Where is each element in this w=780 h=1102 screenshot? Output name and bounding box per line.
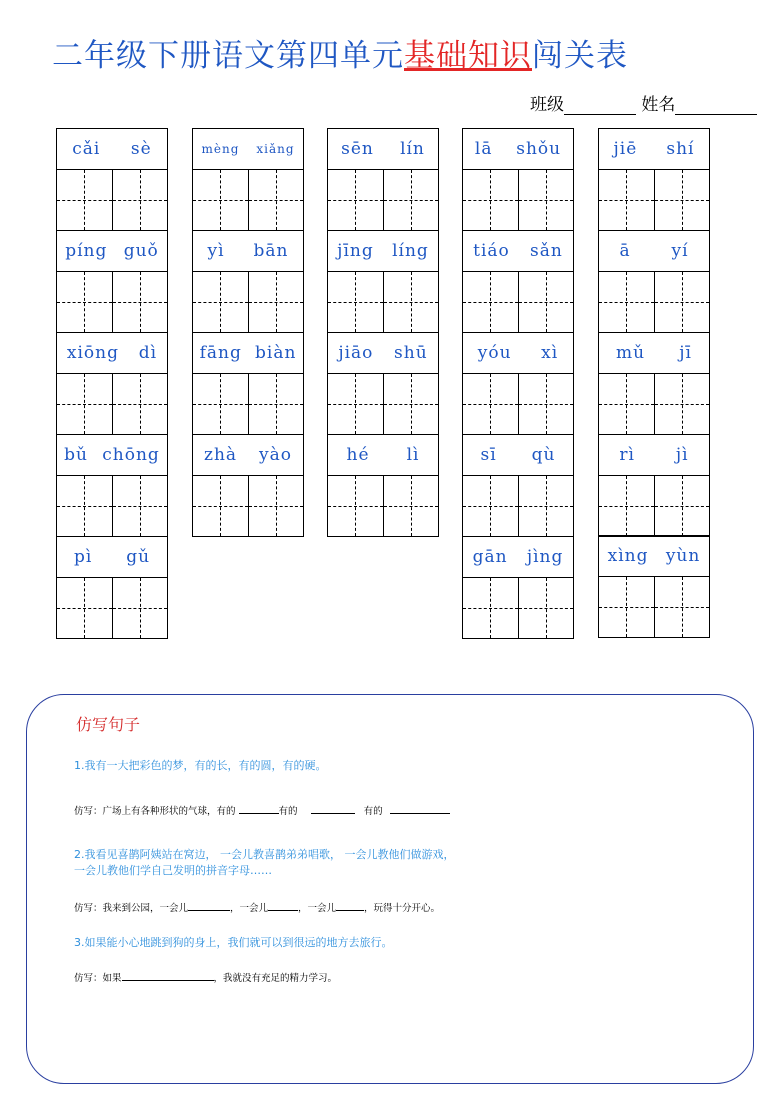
pinyin-box (599, 434, 709, 476)
pinyin-box (328, 434, 438, 476)
pinyin-right: shǒu (516, 139, 562, 159)
answer-2-blank-1[interactable] (188, 900, 230, 911)
pinyin-right: shū (394, 343, 428, 363)
pinyin-item (463, 332, 573, 434)
page-title (52, 30, 628, 75)
writing-grid[interactable] (599, 374, 709, 434)
answer-2-blank-2[interactable] (268, 900, 298, 911)
pinyin-left: jīng (337, 241, 374, 261)
pinyin-left: fāng (199, 343, 242, 363)
pinyin-box (57, 536, 167, 578)
pinyin-column-4-extra (462, 536, 574, 639)
answer-2-prefix: 仿写：我来到公园，一会儿 (74, 903, 189, 914)
writing-grid[interactable] (57, 476, 167, 536)
answer-1-blank-2[interactable] (311, 803, 355, 814)
answer-2-blank-3[interactable] (336, 900, 364, 911)
writing-grid[interactable] (599, 476, 709, 537)
writing-grid[interactable] (57, 374, 167, 434)
pinyin-right: yùn (665, 546, 701, 566)
pinyin-box (193, 128, 303, 170)
pinyin-item (463, 536, 573, 639)
pinyin-right: xì (541, 343, 559, 363)
pinyin-left: pì (73, 547, 93, 567)
pinyin-right: shí (666, 139, 695, 159)
pinyin-left: mǔ (616, 343, 646, 363)
pinyin-left: zhà (203, 445, 238, 465)
pinyin-right: lín (400, 139, 425, 159)
writing-grid[interactable] (463, 374, 573, 434)
pinyin-box (57, 128, 167, 170)
answer-1-prefix: 仿写：广场上有各种形状的气球，有的 (74, 806, 236, 817)
pinyin-box (599, 535, 709, 577)
class-name-row (530, 90, 757, 115)
pinyin-right: bān (253, 241, 289, 261)
answer-3-prefix: 仿写：如果 (74, 973, 122, 984)
pinyin-column-5 (598, 128, 710, 537)
pinyin-left: sēn (341, 139, 374, 159)
pinyin-right: sǎn (530, 241, 563, 261)
pinyin-right: guǒ (123, 241, 159, 261)
pinyin-right: qù (531, 445, 556, 465)
writing-grid[interactable] (193, 476, 303, 537)
pinyin-item (463, 434, 573, 537)
pinyin-box (599, 230, 709, 272)
pinyin-item (328, 128, 438, 230)
pinyin-right: jī (679, 343, 692, 363)
pinyin-right: xiǎng (256, 142, 295, 156)
writing-grid[interactable] (599, 272, 709, 332)
pinyin-item (193, 434, 303, 537)
pinyin-box (463, 536, 573, 578)
pinyin-box (57, 434, 167, 476)
question-2-line-1: 2.我看见喜鹊阿姨站在窝边， 一会儿教喜鹊弟弟唱歌， 一会儿教他们做游戏， (74, 848, 455, 861)
writing-grid[interactable] (463, 272, 573, 332)
question-1: 1.我有一大把彩色的梦，有的长，有的圆，有的硬。 (74, 759, 327, 772)
title-prefix: 二年级下册语文第四单元 (52, 38, 404, 74)
answer-3 (74, 970, 337, 984)
writing-grid[interactable] (328, 476, 438, 537)
pinyin-left: yì (207, 241, 225, 261)
name-blank[interactable] (675, 96, 757, 115)
pinyin-item (599, 128, 709, 230)
writing-grid[interactable] (328, 170, 438, 230)
pinyin-box (57, 230, 167, 272)
pinyin-item (57, 332, 167, 434)
class-label: 班级 (530, 95, 564, 115)
pinyin-item (463, 128, 573, 230)
imitation-title: 仿写句子 (76, 715, 141, 734)
pinyin-item (57, 536, 167, 639)
pinyin-box (193, 434, 303, 476)
pinyin-right: biàn (255, 343, 297, 363)
pinyin-left: gān (472, 547, 508, 567)
pinyin-left: lā (474, 139, 493, 159)
pinyin-left: jiē (613, 139, 638, 159)
writing-grid[interactable] (57, 578, 167, 639)
writing-grid[interactable] (57, 170, 167, 230)
pinyin-column-5-extra (598, 535, 710, 638)
pinyin-right: gǔ (126, 547, 151, 567)
writing-grid[interactable] (463, 170, 573, 230)
writing-grid[interactable] (193, 170, 303, 230)
class-blank[interactable] (564, 96, 636, 115)
pinyin-box (328, 230, 438, 272)
writing-grid[interactable] (463, 578, 573, 639)
answer-2-sep-2: ，一会儿 (298, 903, 337, 914)
pinyin-right: yào (259, 445, 292, 465)
pinyin-box (57, 332, 167, 374)
pinyin-item (328, 332, 438, 434)
writing-grid[interactable] (193, 272, 303, 332)
pinyin-box (463, 434, 573, 476)
pinyin-left: bǔ (64, 445, 88, 465)
pinyin-box (328, 332, 438, 374)
name-label: 姓名 (641, 95, 676, 115)
answer-1-mid-1: 有的 (278, 806, 298, 817)
writing-grid[interactable] (193, 374, 303, 434)
pinyin-left: cǎi (72, 139, 101, 159)
answer-2-sep-1: ，一会儿 (230, 903, 269, 914)
answer-1-blank-1[interactable] (239, 803, 279, 814)
writing-grid[interactable] (328, 374, 438, 434)
answer-2 (74, 900, 440, 914)
writing-grid[interactable] (328, 272, 438, 332)
pinyin-left: yóu (477, 343, 512, 363)
pinyin-right: dì (138, 343, 158, 363)
pinyin-box (328, 128, 438, 170)
pinyin-right: sè (130, 139, 152, 159)
pinyin-left: xìng (607, 546, 649, 566)
pinyin-item (463, 230, 573, 332)
pinyin-left: hé (346, 445, 370, 465)
answer-2-suffix: ，玩得十分开心。 (364, 903, 441, 914)
pinyin-box (463, 128, 573, 170)
pinyin-item (599, 434, 709, 537)
pinyin-box (599, 332, 709, 374)
pinyin-right: jìng (526, 547, 564, 567)
pinyin-left: jiāo (338, 343, 374, 363)
writing-grid[interactable] (599, 170, 709, 230)
pinyin-column-2 (192, 128, 304, 537)
pinyin-right: líng (392, 241, 429, 261)
pinyin-item (57, 128, 167, 230)
pinyin-right: chōng (102, 445, 160, 465)
pinyin-left: rì (619, 445, 635, 465)
writing-grid[interactable] (599, 577, 709, 638)
pinyin-box (193, 230, 303, 272)
title-highlight: 基础知识 (404, 38, 532, 74)
pinyin-item (599, 535, 709, 638)
answer-3-blank[interactable] (122, 970, 214, 981)
pinyin-item (193, 332, 303, 434)
title-suffix: 闯关表 (532, 38, 628, 74)
pinyin-item (57, 434, 167, 536)
pinyin-item (599, 332, 709, 434)
answer-3-suffix: ，我就没有充足的精力学习。 (213, 973, 338, 984)
writing-grid[interactable] (463, 476, 573, 537)
question-2-line-2: 一会儿教他们学自己发明的拼音字母…… (74, 864, 272, 877)
pinyin-item (193, 230, 303, 332)
pinyin-right: lì (406, 445, 420, 465)
pinyin-item (193, 128, 303, 230)
pinyin-left: sī (480, 445, 497, 465)
pinyin-item (328, 434, 438, 537)
pinyin-column-3 (327, 128, 439, 537)
question-3: 3.如果能小心地跳到狗的身上，我们就可以到很远的地方去旅行。 (74, 936, 393, 949)
pinyin-item (57, 230, 167, 332)
pinyin-column-4 (462, 128, 574, 537)
pinyin-right: yí (671, 241, 689, 261)
writing-grid[interactable] (57, 272, 167, 332)
pinyin-right: jì (675, 445, 689, 465)
imitation-panel (26, 694, 754, 1084)
answer-1-blank-3[interactable] (390, 803, 450, 814)
pinyin-box (599, 128, 709, 170)
pinyin-item (599, 230, 709, 332)
pinyin-box (193, 332, 303, 374)
answer-1-mid-2: 有的 (363, 806, 383, 817)
pinyin-left: tiáo (473, 241, 510, 261)
pinyin-box (463, 332, 573, 374)
pinyin-item (328, 230, 438, 332)
pinyin-left: mèng (201, 142, 240, 156)
answer-1 (74, 803, 450, 817)
pinyin-left: xiōng (66, 343, 119, 363)
pinyin-left: píng (65, 241, 108, 261)
pinyin-box (463, 230, 573, 272)
pinyin-column-1 (56, 128, 168, 639)
pinyin-left: ā (619, 241, 631, 261)
